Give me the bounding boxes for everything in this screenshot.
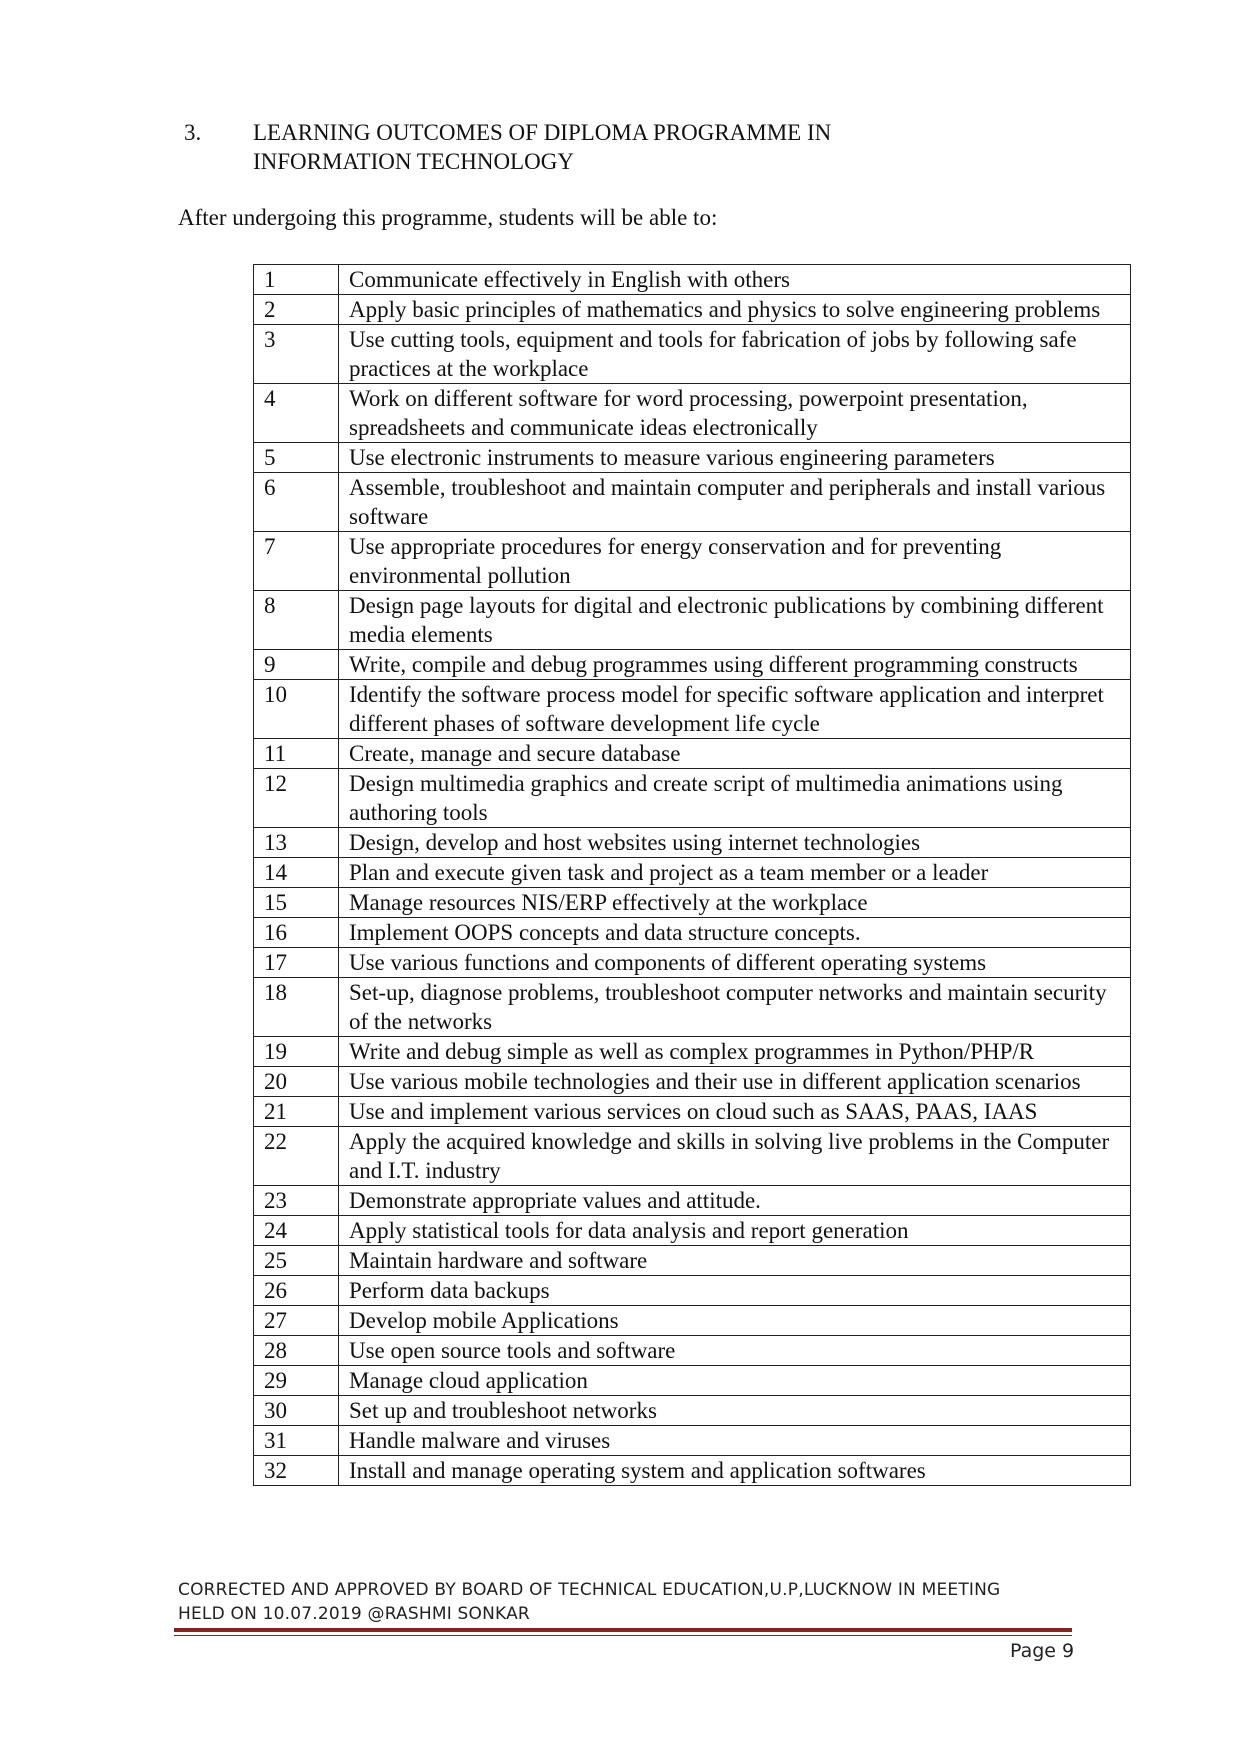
outcome-number: 17 <box>254 948 339 978</box>
outcome-number: 3 <box>254 325 339 384</box>
table-row <box>254 888 1131 918</box>
outcome-text: Install and manage operating system and application softwares <box>339 1456 1131 1486</box>
table-row <box>254 739 1131 769</box>
outcome-text: Write, compile and debug programmes using different programming constructs <box>339 650 1131 680</box>
outcome-text: Use appropriate procedures for energy conservation and for preventing environmental pollution <box>339 532 1131 591</box>
outcome-number: 10 <box>254 680 339 739</box>
outcome-text: Assemble, troubleshoot and maintain computer and peripherals and install various software <box>339 473 1131 532</box>
outcome-text: Write and debug simple as well as complex programmes in Python/PHP/R <box>339 1037 1131 1067</box>
table-row <box>254 680 1131 739</box>
outcome-number: 20 <box>254 1067 339 1097</box>
table-row <box>254 591 1131 650</box>
intro-text: After undergoing this programme, students will be able to: <box>178 205 718 230</box>
outcome-number: 16 <box>254 918 339 948</box>
outcome-text: Handle malware and viruses <box>339 1426 1131 1456</box>
table-row <box>254 769 1131 828</box>
footer-line2: HELD ON 10.07.2019 @RASHMI SONKAR <box>178 1604 530 1624</box>
page-number: Page 9 <box>1010 1640 1075 1662</box>
outcome-text: Use various functions and components of different operating systems <box>339 948 1131 978</box>
outcome-text: Apply basic principles of mathematics and physics to solve engineering problems <box>339 295 1131 325</box>
outcome-text: Manage resources NIS/ERP effectively at the workplace <box>339 888 1131 918</box>
outcome-text: Manage cloud application <box>339 1366 1131 1396</box>
outcome-text: Plan and execute given task and project as a team member or a leader <box>339 858 1131 888</box>
table-row <box>254 1186 1131 1216</box>
table-row <box>254 1067 1131 1097</box>
outcome-text: Use various mobile technologies and their use in different application scenarios <box>339 1067 1131 1097</box>
outcome-number: 29 <box>254 1366 339 1396</box>
section-title <box>253 118 953 176</box>
outcome-number: 31 <box>254 1426 339 1456</box>
outcome-text: Maintain hardware and software <box>339 1246 1131 1276</box>
table-row <box>254 1336 1131 1366</box>
table-row <box>254 1246 1131 1276</box>
section-number: 3. <box>184 120 202 145</box>
outcome-number: 25 <box>254 1246 339 1276</box>
outcome-text: Design multimedia graphics and create script of multimedia animations using authoring tools <box>339 769 1131 828</box>
outcome-text: Design page layouts for digital and electronic publications by combining different media elements <box>339 591 1131 650</box>
outcome-text: Apply the acquired knowledge and skills in solving live problems in the Computer and I.T. industry <box>339 1127 1131 1186</box>
table-row <box>254 1037 1131 1067</box>
outcome-number: 5 <box>254 443 339 473</box>
outcome-number: 7 <box>254 532 339 591</box>
outcome-number: 22 <box>254 1127 339 1186</box>
table-row <box>254 473 1131 532</box>
outcome-number: 27 <box>254 1306 339 1336</box>
outcome-text: Create, manage and secure database <box>339 739 1131 769</box>
table-row <box>254 295 1131 325</box>
outcome-number: 30 <box>254 1396 339 1426</box>
outcome-number: 32 <box>254 1456 339 1486</box>
outcome-text: Use cutting tools, equipment and tools for fabrication of jobs by following safe practices at the workplace <box>339 325 1131 384</box>
outcome-text: Apply statistical tools for data analysis and report generation <box>339 1216 1131 1246</box>
outcome-number: 19 <box>254 1037 339 1067</box>
outcome-text: Use open source tools and software <box>339 1336 1131 1366</box>
outcome-number: 28 <box>254 1336 339 1366</box>
outcome-number: 12 <box>254 769 339 828</box>
outcome-number: 4 <box>254 384 339 443</box>
table-row <box>254 858 1131 888</box>
outcome-text: Identify the software process model for specific software application and interpret different phases of software development life cycle <box>339 680 1131 739</box>
footer-rule-thin <box>174 1635 1072 1636</box>
outcome-number: 8 <box>254 591 339 650</box>
section-title-line2: INFORMATION TECHNOLOGY <box>253 149 574 174</box>
table-row <box>254 948 1131 978</box>
table-row <box>254 978 1131 1037</box>
outcome-text: Perform data backups <box>339 1276 1131 1306</box>
section-title-line1: LEARNING OUTCOMES OF DIPLOMA PROGRAMME IN <box>253 120 832 145</box>
table-row <box>254 1396 1131 1426</box>
table-row <box>254 325 1131 384</box>
outcome-text: Communicate effectively in English with others <box>339 265 1131 295</box>
table-row <box>254 1426 1131 1456</box>
outcome-text: Develop mobile Applications <box>339 1306 1131 1336</box>
outcome-number: 21 <box>254 1097 339 1127</box>
outcome-number: 14 <box>254 858 339 888</box>
outcome-text: Use and implement various services on cloud such as SAAS, PAAS, IAAS <box>339 1097 1131 1127</box>
outcome-number: 13 <box>254 828 339 858</box>
outcome-number: 1 <box>254 265 339 295</box>
table-row <box>254 1306 1131 1336</box>
outcome-number: 6 <box>254 473 339 532</box>
outcome-number: 9 <box>254 650 339 680</box>
outcome-number: 23 <box>254 1186 339 1216</box>
outcome-text: Design, develop and host websites using internet technologies <box>339 828 1131 858</box>
outcome-text: Demonstrate appropriate values and attitude. <box>339 1186 1131 1216</box>
outcome-text: Use electronic instruments to measure various engineering parameters <box>339 443 1131 473</box>
table-row <box>254 828 1131 858</box>
table-row <box>254 1366 1131 1396</box>
outcomes-table <box>253 264 1131 1486</box>
outcome-number: 24 <box>254 1216 339 1246</box>
table-row <box>254 918 1131 948</box>
table-row <box>254 265 1131 295</box>
outcome-number: 11 <box>254 739 339 769</box>
table-row <box>254 1097 1131 1127</box>
outcome-number: 18 <box>254 978 339 1037</box>
table-row <box>254 443 1131 473</box>
table-row <box>254 1276 1131 1306</box>
table-row <box>254 1216 1131 1246</box>
outcome-text: Implement OOPS concepts and data structure concepts. <box>339 918 1131 948</box>
outcomes-table-body <box>254 265 1131 1486</box>
table-row <box>254 532 1131 591</box>
footer-approval-note <box>178 1578 1000 1626</box>
table-row <box>254 650 1131 680</box>
footer-rule-thick <box>174 1628 1072 1632</box>
table-row <box>254 1127 1131 1186</box>
outcome-number: 15 <box>254 888 339 918</box>
outcome-number: 2 <box>254 295 339 325</box>
table-row <box>254 1456 1131 1486</box>
footer-line1: CORRECTED AND APPROVED BY BOARD OF TECHNICAL EDUCATION,U.P,LUCKNOW IN MEETING <box>178 1580 1001 1600</box>
outcome-text: Work on different software for word processing, powerpoint presentation, spreadsheets and communicate ideas electronically <box>339 384 1131 443</box>
table-row <box>254 384 1131 443</box>
outcome-number: 26 <box>254 1276 339 1306</box>
outcome-text: Set up and troubleshoot networks <box>339 1396 1131 1426</box>
outcome-text: Set-up, diagnose problems, troubleshoot computer networks and maintain security of the networks <box>339 978 1131 1037</box>
